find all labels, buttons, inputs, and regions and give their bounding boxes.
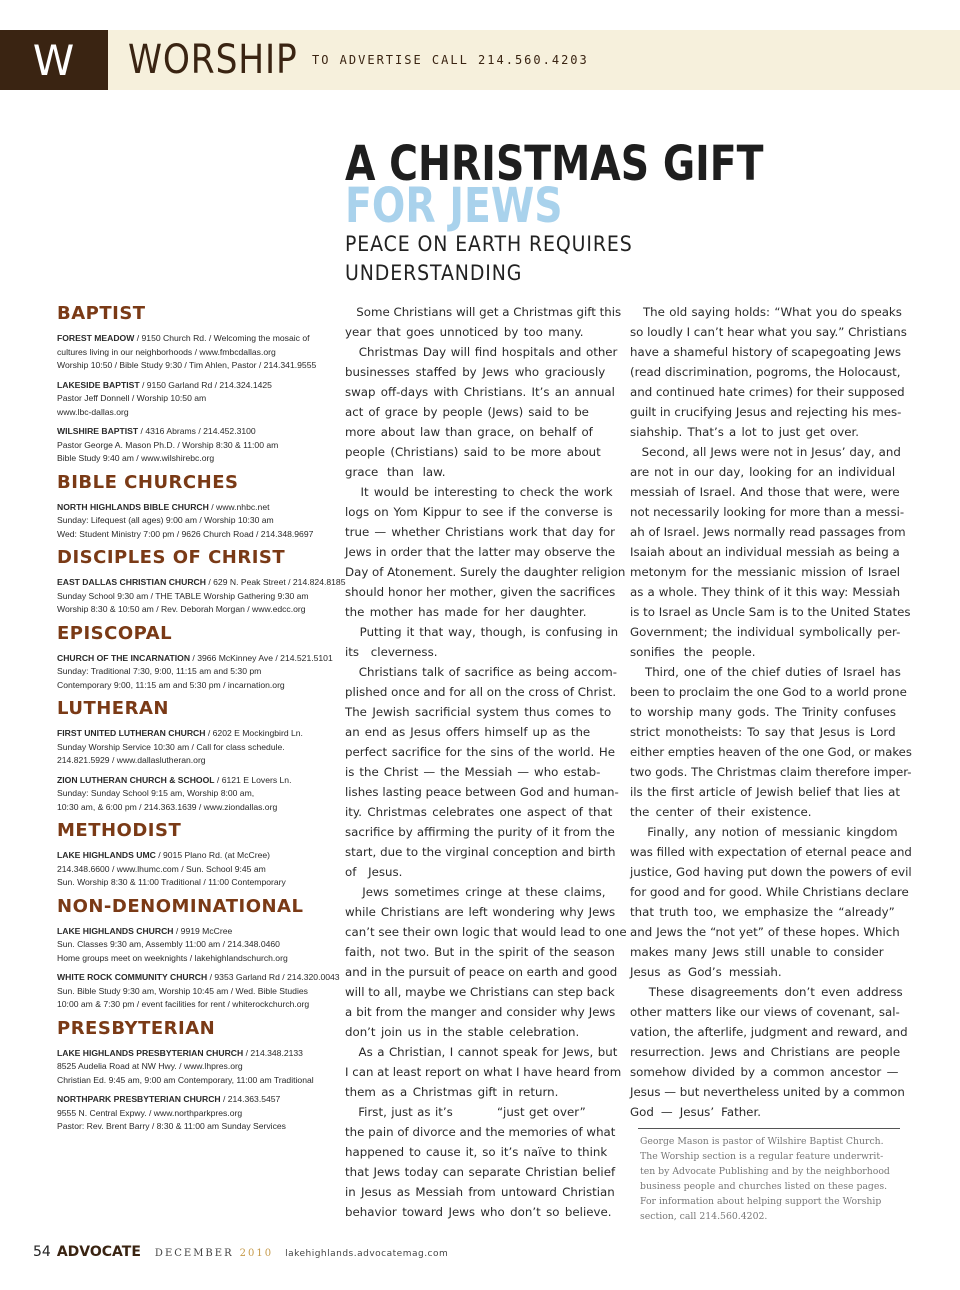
- article-line: These disagreements don’t even address: [630, 985, 903, 999]
- listing-line: [57, 952, 342, 966]
- church-name: LAKESIDE BAPTIST: [57, 379, 140, 390]
- church-name: EAST DALLAS CHRISTIAN CHURCH: [57, 577, 206, 587]
- listing-text: 214.348.6600 / www.lhumc.com / Sun. School 9:45 am: [57, 863, 266, 874]
- listing-text: Sunday: Sunday School 9:15 am, Worship 8:00 am,: [57, 788, 255, 798]
- listing-line: [57, 1060, 342, 1074]
- headline-accent: FOR JEWS: [345, 178, 563, 234]
- listing-text: / 4316 Abrams / 214.452.3100: [138, 426, 256, 436]
- article-line: grace than law.: [345, 465, 446, 479]
- listing-text: / 9150 Church Rd. / Welcoming the mosaic of: [134, 333, 310, 343]
- church-name: NORTH HIGHLANDS BIBLE CHURCH: [57, 501, 209, 512]
- article-column-2: [630, 302, 912, 1122]
- article-line: two gods. The Christmas claim therefore imper-: [630, 765, 912, 779]
- listing-line: [57, 801, 342, 815]
- church-name: WHITE ROCK COMMUNITY CHURCH: [57, 972, 208, 982]
- church-listing: [57, 652, 342, 693]
- article-line: have a shameful history of scapegoating Jews: [630, 345, 902, 359]
- article-line: is the Christ — the Messiah — who estab-: [345, 765, 601, 779]
- church-listing: [57, 925, 342, 966]
- listing-text: 9555 N. Central Expwy. / www.northparkpres.org: [57, 1107, 243, 1118]
- listing-line: [57, 1107, 342, 1121]
- section-initial-box: [0, 30, 108, 90]
- listing-text: / 629 N. Peak Street / 214.824.8185: [205, 577, 346, 587]
- article-line: Finally, any notion of messianic kingdom: [630, 825, 898, 839]
- church-listing: [57, 332, 342, 373]
- category-heading: BAPTIST: [57, 303, 146, 324]
- listing-line: [57, 603, 342, 617]
- church-name: WILSHIRE BAPTIST: [57, 426, 139, 436]
- author-bio: [640, 1134, 902, 1224]
- listing-line: [57, 652, 342, 666]
- article-line: as a whole. They think of it this way: Messiah: [630, 585, 901, 599]
- article-line: for good and for good. While Christians declare: [630, 885, 909, 899]
- article-line: that truth too, we emphasize the “already”: [630, 905, 895, 919]
- article-line: strict monotheists: To say that Jesus is Lord: [630, 725, 896, 739]
- listing-line: [57, 971, 342, 985]
- church-name: FIRST UNITED LUTHERAN CHURCH: [57, 728, 206, 738]
- church-listing: [57, 727, 342, 768]
- bio-line: For information about helping support the Worship: [640, 1196, 882, 1207]
- article-line: a bit from the manger and consider why Jews: [345, 1005, 616, 1019]
- article-line: siahship. That’s a lot to just get over.: [630, 425, 860, 439]
- church-listing: [57, 971, 342, 1012]
- listing-line: [57, 425, 342, 439]
- listing-text: Sunday Worship Service 10:30 am / Call for class schedule.: [57, 741, 285, 752]
- article-line: Isaiah about an individual messiah as being a: [630, 545, 900, 559]
- listing-line: [57, 332, 342, 346]
- article-line: ils the first article of Jewish belief that lies at: [630, 785, 901, 799]
- article-line: should honor her mother, given the sacrifices: [345, 585, 616, 599]
- category-heading: NON-DENOMINATIONAL: [57, 895, 304, 917]
- bio-line: section, call 214.560.4202.: [640, 1211, 768, 1222]
- bio-divider: [638, 1128, 900, 1129]
- article-line: As a Christian, I cannot speak for Jews, but: [345, 1045, 618, 1059]
- category-heading: LUTHERAN: [57, 698, 169, 719]
- article-line: year that goes unnoticed by too many.: [345, 325, 584, 339]
- listing-line: [57, 514, 342, 528]
- listing-line: [57, 925, 342, 939]
- article-line: businesses staffed by Jews who graciously: [345, 365, 606, 379]
- article-line: ity. Christmas celebrates one aspect of that: [345, 805, 613, 819]
- article-line: other matters like our views of covenant, sal-: [630, 1005, 900, 1019]
- article-line: Jews in order that the latter may observe the: [345, 545, 616, 559]
- bio-line: ten by Advocate Publishing and by the neighborhood: [640, 1166, 890, 1177]
- listing-line: [57, 727, 342, 741]
- headline: A CHRISTMAS GIFT: [345, 136, 764, 192]
- church-directory: [57, 303, 346, 1140]
- listing-text: / 6121 E Lovers Ln.: [214, 774, 292, 785]
- church-name: LAKE HIGHLANDS CHURCH: [57, 925, 174, 936]
- article-line: plished once and for all on the cross of Christ.: [345, 685, 617, 699]
- listing-text: Wed: Student Ministry 7:00 pm / 9626 Church Road / 214.348.9697: [57, 528, 314, 539]
- listing-line: [57, 774, 342, 788]
- section-title: WORSHIP: [128, 37, 298, 83]
- article-line: ah of Israel. Jews normally read passages from: [630, 525, 906, 539]
- article-line: while Christians are left wondering why Jews: [345, 905, 616, 919]
- listing-text: www.lbc-dallas.org: [57, 406, 129, 417]
- listing-text: 10:00 am & 7:30 pm / event facilities for rent / whiterockchurch.org: [57, 999, 310, 1009]
- bio-line: The Worship section is a regular feature underwrit-: [640, 1151, 884, 1162]
- article-line: sonifies the people.: [630, 645, 756, 659]
- advertise-line: TO ADVERTISE CALL 214.560.4203: [312, 53, 589, 67]
- article-line: resurrection. Jews and Christians are people: [630, 1045, 901, 1059]
- article-line: will to all, maybe we Christians can step back: [345, 985, 615, 999]
- listing-line: [57, 938, 342, 952]
- page-footer: [33, 1244, 448, 1260]
- listing-line: [57, 1093, 342, 1107]
- listing-text: Contemporary 9:00, 11:15 am and 5:30 pm / incarnation.org: [57, 679, 285, 690]
- listing-text: Sunday: Lifequest (all ages) 9:00 am / Worship 10:30 am: [57, 515, 274, 525]
- article-line: Christians talk of sacrifice as being accom-: [345, 665, 618, 679]
- article-line: Second, all Jews were not in Jesus’ day, and: [630, 445, 901, 459]
- listing-line: [57, 1120, 342, 1134]
- listing-line: [57, 406, 342, 420]
- issue-month: DECEMBER: [154, 1248, 234, 1259]
- article-line: Jesus — but nevertheless united by a common: [630, 1085, 905, 1099]
- listing-line: [57, 876, 342, 890]
- article-line: guilt in crucifying Jesus and rejecting his mes-: [630, 405, 902, 419]
- subheadline: PEACE ON EARTH REQUIRES UNDERSTANDING: [345, 232, 633, 285]
- listing-line: [57, 392, 342, 406]
- article-line: the pain of divorce and the memories of what: [345, 1125, 616, 1139]
- listing-line: [57, 679, 342, 693]
- listing-text: Bible Study 9:40 am / www.wilshirebc.org: [57, 453, 215, 463]
- article-line: behavior toward Jews who don’t so believe.: [345, 1205, 612, 1219]
- listing-text: Pastor: Rev. Brent Barry / 8:30 & 11:00 am Sunday Services: [57, 1121, 286, 1131]
- category-heading: DISCIPLES OF CHRIST: [57, 547, 286, 568]
- article-line: happened to cause it, so it’s naïve to think: [345, 1145, 608, 1159]
- church-listing: [57, 425, 342, 466]
- article-line: justice, God having put down the powers of evil: [630, 865, 912, 879]
- article-line: don’t join us in the stable celebration.: [345, 1025, 580, 1039]
- listing-text: / 9015 Plano Rd. (at McCree): [155, 850, 270, 860]
- article-line: its cleverness.: [345, 645, 438, 659]
- article-line: Christmas Day will find hospitals and other: [345, 345, 618, 359]
- listing-line: [57, 452, 342, 466]
- article-line: Some Christians will get a Christmas gift this: [345, 305, 622, 319]
- article-line: and Jews the “not yet” of these hopes. Which: [630, 925, 900, 939]
- article-line: so loudly I can’t hear what you say.” Christians: [630, 325, 907, 339]
- listing-line: [57, 665, 342, 679]
- listing-line: [57, 849, 342, 863]
- article-line: Jesus as God’s messiah.: [630, 965, 782, 979]
- listing-text: Home groups meet on weeknights / lakehighlandschurch.org: [57, 952, 288, 963]
- listing-text: Worship 8:30 & 10:50 am / Rev. Deborah Morgan / www.edcc.org: [57, 604, 306, 614]
- listing-text: / 3966 McKinney Ave / 214.521.5101: [190, 652, 333, 663]
- article-line: swap off-days with Christians. It’s an annual: [345, 385, 615, 399]
- article-line: Day of Atonement. Surely the daughter religion: [345, 565, 626, 579]
- bio-line: George Mason is pastor of Wilshire Baptist Church.: [640, 1136, 884, 1147]
- article-line: First, just as it’s “just get over”: [345, 1105, 586, 1119]
- article-line: faith, not two. But in the spirit of the season: [345, 945, 615, 959]
- article-line: somehow divided by a common ancestor —: [630, 1065, 899, 1079]
- church-name: CHURCH OF THE INCARNATION: [57, 652, 191, 663]
- category-heading: METHODIST: [57, 820, 182, 841]
- bio-line: business people and churches listed on these pages.: [640, 1181, 888, 1192]
- article-line: people (Christians) said to be more about: [345, 445, 601, 459]
- article-line: the center of their existence.: [630, 805, 812, 819]
- article-line: lishes lasting peace between God and human-: [345, 785, 619, 799]
- listing-line: [57, 528, 342, 542]
- article-line: either empties heaven of the one God, or makes: [630, 745, 912, 759]
- article-line: messiah of Israel. And those that were, were: [630, 485, 900, 499]
- article-line: perfect sacrifice for the sins of the world. He: [345, 745, 615, 759]
- article-line: can’t see their own logic that would lead to one: [345, 925, 627, 939]
- article-line: metonym for the messianic mission of Israel: [630, 565, 901, 579]
- article-line: The Jewish sacrificial system thus comes to: [345, 705, 612, 719]
- publication-logo: ADVOCATE: [56, 1244, 141, 1260]
- article-line: Third, one of the chief duties of Israel has: [630, 665, 901, 679]
- article-line: and in the pursuit of peace on earth and good: [345, 965, 618, 979]
- listing-line: [57, 787, 342, 801]
- listing-text: Christian Ed. 9:45 am, 9:00 am Contemporary, 11:00 am Traditional: [57, 1074, 314, 1085]
- listing-text: Pastor Jeff Donnell / Worship 10:50 am: [57, 393, 207, 403]
- category-heading: PRESBYTERIAN: [57, 1017, 216, 1039]
- article-line: Jews sometimes cringe at these claims,: [345, 885, 606, 899]
- listing-text: 8525 Audelia Road at NW Hwy. / www.lhpres.org: [57, 1061, 243, 1071]
- article-line: sacrifice by affirming the purity of it from the: [345, 825, 615, 839]
- category-heading: BIBLE CHURCHES: [57, 471, 239, 493]
- article-line: that Jews today can separate Christian belief: [345, 1165, 616, 1179]
- church-listing: [57, 1093, 342, 1134]
- church-listing: [57, 379, 342, 420]
- listing-line: [57, 590, 342, 604]
- article-line: and continued hate crimes) for their supposed: [630, 385, 905, 399]
- listing-text: / 214.348.2133: [243, 1047, 303, 1058]
- listing-text: 10:30 am, & 6:00 pm / 214.363.1639 / www.ziondallas.org: [57, 801, 278, 812]
- listing-text: / 9919 McCree: [173, 925, 233, 936]
- listing-text: Worship 10:50 / Bible Study 9:30 / Tim Ahlen, Pastor / 214.341.9555: [57, 360, 317, 370]
- page-number: 54: [33, 1244, 51, 1260]
- article-line: logs on Yom Kippur to see if the converse is: [345, 505, 613, 519]
- listing-line: [57, 754, 342, 768]
- listing-text: cultures living in our neighborhoods / www.fmbcdallas.org: [57, 346, 276, 357]
- article-line: the mother has made for her daughter.: [345, 605, 587, 619]
- listing-text: Sun. Classes 9:30 am, Assembly 11:00 am / 214.348.0460: [57, 939, 280, 949]
- listing-line: [57, 379, 342, 393]
- article-line: vation, the afterlife, judgment and reward, and: [630, 1025, 908, 1039]
- article-line: is to Israel as Uncle Sam is to the United States: [630, 605, 911, 619]
- listing-text: 214.821.5929 / www.dallaslutheran.org: [57, 755, 206, 765]
- article-line: them as a Christmas gift in return.: [345, 1085, 559, 1099]
- section-initial: W: [32, 35, 76, 85]
- article-line: start, due to the virginal conception and birth: [345, 845, 616, 859]
- listing-line: [57, 359, 342, 373]
- listing-text: Sun. Bible Study 9:30 am, Worship 10:45 am / Wed. Bible Studies: [57, 985, 308, 996]
- article-line: God — Jesus’ Father.: [630, 1105, 761, 1119]
- listing-text: Sun. Worship 8:30 & 11:00 Traditional / 11:00 Contemporary: [57, 877, 286, 887]
- listing-line: [57, 985, 342, 999]
- article-line: more about law than grace, on behalf of: [345, 425, 593, 439]
- church-name: LAKE HIGHLANDS UMC: [57, 850, 156, 860]
- issue-year: 2010: [239, 1248, 274, 1259]
- church-name: NORTHPARK PRESBYTERIAN CHURCH: [57, 1094, 221, 1104]
- listing-text: Pastor George A. Mason Ph.D. / Worship 8:30 & 11:00 am: [57, 439, 279, 450]
- listing-line: [57, 1074, 342, 1088]
- listing-line: [57, 576, 346, 590]
- article-line: in Jesus as Messiah from untoward Christian: [345, 1185, 615, 1199]
- church-listing: [57, 501, 342, 542]
- church-name: ZION LUTHERAN CHURCH & SCHOOL: [57, 774, 215, 785]
- article-line: an end as Jesus offers himself up as the: [345, 725, 591, 739]
- listing-line: [57, 1047, 342, 1061]
- church-listing: [57, 576, 346, 617]
- article-line: makes many Jews still unable to consider: [630, 945, 884, 959]
- listing-line: [57, 439, 342, 453]
- article-line: been to proclaim the one God to a world prone: [630, 685, 907, 699]
- listing-text: / 6202 E Mockingbird Ln.: [205, 728, 303, 738]
- article-line: are not in our day, looking for an individual: [630, 465, 896, 479]
- article-column-1: [345, 302, 627, 1222]
- church-name: FOREST MEADOW: [57, 333, 135, 343]
- article-line: The old saying holds: “What you do speaks: [630, 305, 902, 319]
- listing-line: [57, 998, 342, 1012]
- article-line: to worship many gods. The Trinity confuses: [630, 705, 896, 719]
- article-line: Government; the individual symbolically per-: [630, 625, 901, 639]
- listing-text: Sunday: Traditional 7:30, 9:00, 11:15 am and 5:30 pm: [57, 666, 262, 676]
- listing-line: [57, 346, 342, 360]
- article-line: Putting it that way, though, is confusing in: [345, 625, 619, 639]
- church-name: LAKE HIGHLANDS PRESBYTERIAN CHURCH: [57, 1047, 244, 1058]
- listing-text: / 9353 Garland Rd / 214.320.0043: [207, 972, 340, 982]
- article-line: I can at least report on what I have heard from: [345, 1065, 622, 1079]
- listing-text: / 9150 Garland Rd / 214.324.1425: [139, 379, 272, 390]
- listing-line: [57, 501, 342, 515]
- website-url: lakehighlands.advocatemag.com: [285, 1249, 449, 1259]
- listing-line: [57, 863, 342, 877]
- article-line: It would be interesting to check the work: [345, 485, 613, 499]
- category-heading: EPISCOPAL: [57, 622, 173, 644]
- listing-text: / 214.363.5457: [220, 1094, 281, 1104]
- listing-text: / www.nhbc.net: [208, 501, 270, 512]
- listing-text: Sunday School 9:30 am / THE TABLE Worship Gathering 9:30 am: [57, 590, 309, 601]
- article-line: was filled with expectation of eternal peace and: [630, 845, 912, 859]
- church-listing: [57, 774, 342, 815]
- article-line: of Jesus.: [345, 865, 403, 879]
- article-line: act of grace by people (Jews) said to be: [345, 405, 589, 419]
- church-listing: [57, 849, 342, 890]
- listing-line: [57, 741, 342, 755]
- church-listing: [57, 1047, 342, 1088]
- article-line: (read discrimination, pogroms, the Holocaust,: [630, 365, 901, 379]
- article-line: not necessarily looking for more than a messi-: [630, 505, 905, 519]
- article-line: true — whether Christians work that day for: [345, 525, 616, 539]
